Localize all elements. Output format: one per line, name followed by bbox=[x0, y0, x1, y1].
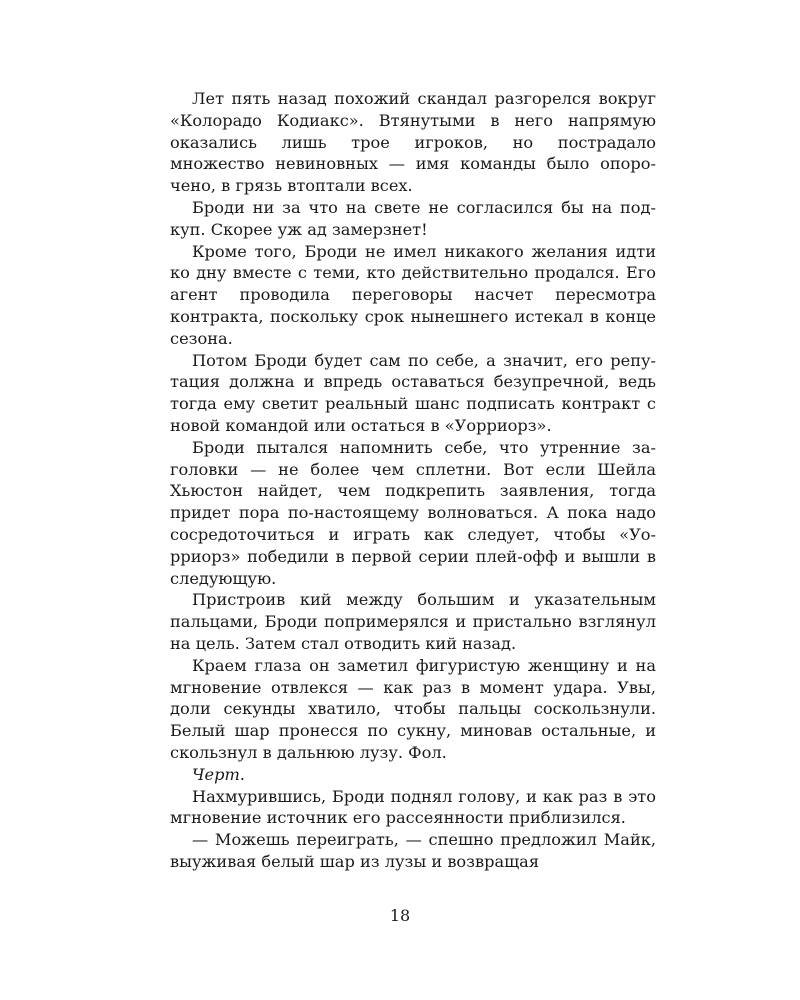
paragraph: Пристроив кий между большим и указательным пальцами, Броди попримерялся и пристально взглянул на цель. Затем стал отводить кий назад. bbox=[170, 590, 656, 653]
paragraph: Потом Броди будет сам по себе, а значит, его репутация должна и впредь оставаться безупречной, ведь тогда ему светит реальный шанс подписать контракт с новой командой или остаться в «Уорриорз». bbox=[170, 350, 656, 435]
paragraph: Броди ни за что на свете не согласился бы на подкуп. Скорее уж ад замерзнет! bbox=[170, 197, 656, 239]
page-body bbox=[170, 88, 656, 873]
paragraph: — Можешь переиграть, — спешно предложил Майк, выуживая белый шар из лузы и возвращая bbox=[170, 830, 656, 871]
paragraph: Лет пять назад похожий скандал разгорелся вокруг «Колорадо Кодиакс». Втянутыми в него напрямую оказались лишь трое игроков, но пострадало множество невиновных — имя команды было опорочено, в грязь втоптали всех. bbox=[170, 89, 656, 196]
paragraph: Краем глаза он заметил фигуристую женщину и на мгновение отвлекся — как раз в момент удара. Увы, доли секунды хватило, чтобы пальцы соскользнули. Белый шар пронесся по сукну, миновав остальные, и скользнул в дальнюю лузу. Фол. bbox=[170, 655, 656, 762]
paragraph-italic-thought: Черт. bbox=[192, 764, 245, 784]
paragraph: Нахмурившись, Броди поднял голову, и как раз в это мгновение источник его рассеянности приблизился. bbox=[170, 786, 656, 828]
page-number: 18 bbox=[389, 906, 411, 925]
paragraph: Кроме того, Броди не имел никакого желания идти ко дну вместе с теми, кто действительно продался. Его агент проводила переговоры насчет пересмотра контракта, поскольку срок нынешнего истекал в конце сезона. bbox=[170, 241, 656, 348]
paragraph: Броди пытался напомнить себе, что утренние заголовки — не более чем сплетни. Вот если Шейла Хьюстон найдет, чем подкрепить заявления, тогда придет пора по-настоящему волноваться. А пока надо сосредоточиться и играть как следует, чтобы «Уорриорз» победили в первой серии плей-офф и вышли в следующую. bbox=[170, 437, 656, 588]
